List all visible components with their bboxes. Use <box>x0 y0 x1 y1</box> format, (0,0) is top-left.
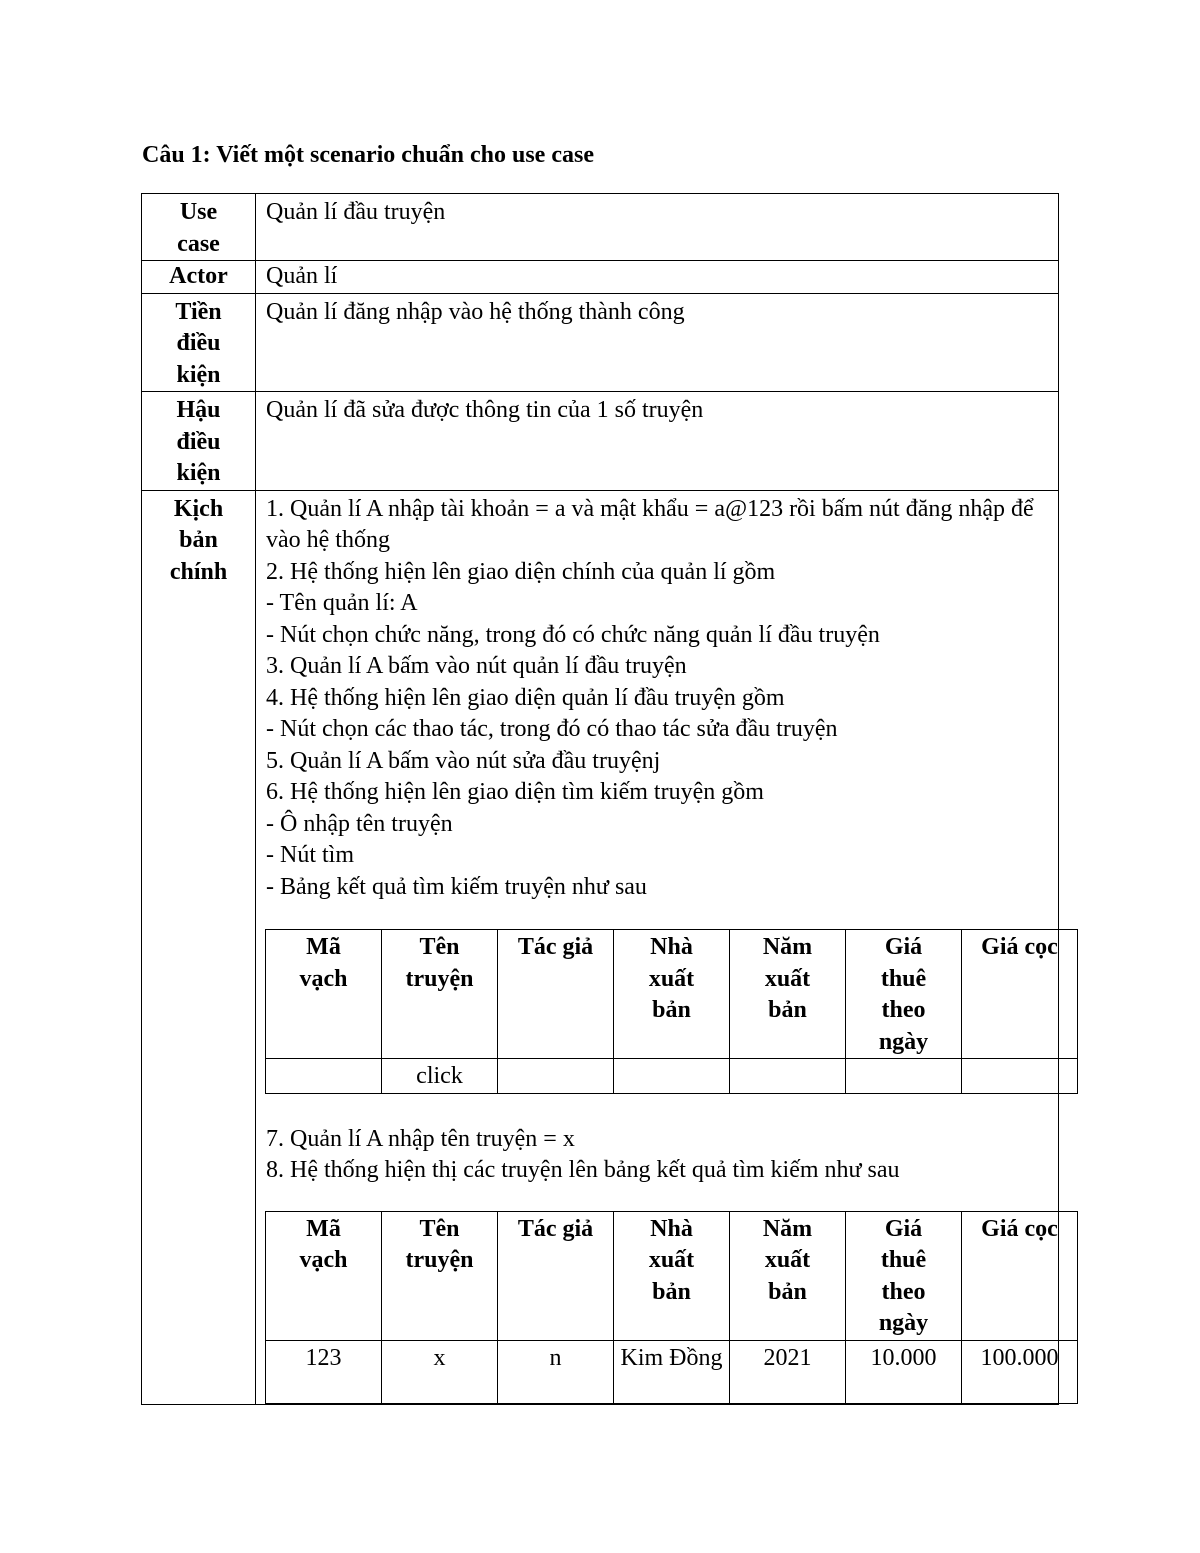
search-results-table-empty <box>265 929 1078 1094</box>
table-cell <box>614 1059 730 1094</box>
table-cell: x <box>382 1340 498 1403</box>
header-author: Tác giả <box>498 930 614 1059</box>
label-line: Tiền <box>175 298 222 325</box>
table-cell: 2021 <box>730 1340 846 1403</box>
table-cell <box>730 1059 846 1094</box>
main-scenario-row <box>142 490 1059 1404</box>
table-cell: 10.000 <box>846 1340 962 1403</box>
scenario-step: 2. Hệ thống hiện lên giao diện chính của quản lí gồm <box>266 558 776 585</box>
table-cell: n <box>498 1340 614 1403</box>
header-title: Tên truyện <box>382 930 498 1059</box>
label-line: case <box>177 230 220 257</box>
scenario-step: - Ô nhập tên truyện <box>266 810 453 837</box>
main-scenario-cell <box>256 490 1059 1404</box>
table-row <box>266 1340 1078 1403</box>
label-line: Kịch <box>173 495 224 522</box>
precondition-value: Quản lí đăng nhập vào hệ thống thành công <box>266 298 685 325</box>
header-deposit: Giá cọc <box>962 1211 1078 1340</box>
scenario-step: 7. Quản lí A nhập tên truyện = x <box>266 1125 575 1152</box>
table-cell: 100.000 <box>962 1340 1078 1403</box>
label-line: chính <box>169 558 228 585</box>
header-rent-price: Giá thuê theo ngày <box>846 930 962 1059</box>
label-line: điều <box>176 330 221 356</box>
table-row <box>266 1059 1078 1094</box>
label-line: kiện <box>176 460 221 486</box>
use-case-table <box>141 193 1059 1405</box>
main-scenario-label <box>142 490 256 1404</box>
scenario-step: - Nút chọn các thao tác, trong đó có thao tác sửa đầu truyện <box>266 716 838 742</box>
document-title: Câu 1: Viết một scenario chuẩn cho use case <box>142 142 594 168</box>
header-title: Tên truyện <box>382 1211 498 1340</box>
header-deposit: Giá cọc <box>962 930 1078 1059</box>
label-line: kiện <box>176 361 221 388</box>
header-barcode: Mã vạch <box>266 1211 382 1340</box>
scenario-step: 8. Hệ thống hiện thị các truyện lên bảng kết quả tìm kiếm như sau <box>266 1157 900 1183</box>
scenario-step: 4. Hệ thống hiện lên giao diện quản lí đầu truyện gồm <box>266 684 785 711</box>
scenario-step: - Nút chọn chức năng, trong đó có chức năng quản lí đầu truyện <box>266 621 880 648</box>
header-publisher: Nhà xuất bản <box>614 930 730 1059</box>
table-cell: click <box>382 1059 498 1094</box>
header-barcode: Mã vạch <box>266 930 382 1059</box>
header-year: Năm xuất bản <box>730 930 846 1059</box>
actor-label <box>142 261 256 294</box>
actor-row <box>142 261 1059 294</box>
header-publisher: Nhà xuất bản <box>614 1211 730 1340</box>
table-header-row <box>266 930 1078 1059</box>
use-case-value: Quản lí đầu truyện <box>266 199 446 225</box>
postcondition-row <box>142 392 1059 491</box>
postcondition-value-cell <box>256 392 1059 491</box>
table-cell <box>266 1059 382 1094</box>
scenario-steps-b <box>266 1124 1052 1187</box>
precondition-label <box>142 293 256 392</box>
label-line: Actor <box>169 263 228 289</box>
label-line: điều <box>176 428 221 455</box>
header-rent-price: Giá thuê theo ngày <box>846 1211 962 1340</box>
use-case-value-cell <box>256 194 1059 261</box>
table-cell: 123 <box>266 1340 382 1403</box>
table-cell <box>962 1059 1078 1094</box>
label-line: Use <box>179 199 218 225</box>
scenario-step: 3. Quản lí A bấm vào nút quản lí đầu truyện <box>266 653 687 679</box>
table-cell <box>846 1059 962 1094</box>
use-case-label <box>142 194 256 261</box>
search-results-table <box>265 1211 1078 1404</box>
table-header-row <box>266 1211 1078 1340</box>
table-cell: Kim Đồng <box>614 1340 730 1403</box>
header-year: Năm xuất bản <box>730 1211 846 1340</box>
scenario-step: 5. Quản lí A bấm vào nút sửa đầu truyệnj <box>266 747 661 774</box>
precondition-value-cell <box>256 293 1059 392</box>
scenario-steps-a <box>266 491 1052 904</box>
header-author: Tác giả <box>498 1211 614 1340</box>
postcondition-value: Quản lí đã sửa được thông tin của 1 số truyện <box>266 397 704 423</box>
table-cell <box>498 1059 614 1094</box>
scenario-step: 6. Hệ thống hiện lên giao diện tìm kiếm truyện gồm <box>266 779 764 805</box>
scenario-step: - Bảng kết quả tìm kiếm truyện như sau <box>266 873 647 900</box>
use-case-row <box>142 194 1059 261</box>
label-line: bản <box>179 527 218 553</box>
label-line: Hậu <box>176 397 221 423</box>
scenario-step: 1. Quản lí A nhập tài khoản = a và mật khẩu = a@123 rồi bấm nút đăng nhập để vào hệ thống <box>266 495 1034 553</box>
scenario-step: - Nút tìm <box>266 842 354 868</box>
scenario-step: - Tên quản lí: A <box>266 590 418 616</box>
actor-value: Quản lí <box>266 263 338 289</box>
actor-value-cell <box>256 261 1059 294</box>
precondition-row <box>142 293 1059 392</box>
postcondition-label <box>142 392 256 491</box>
